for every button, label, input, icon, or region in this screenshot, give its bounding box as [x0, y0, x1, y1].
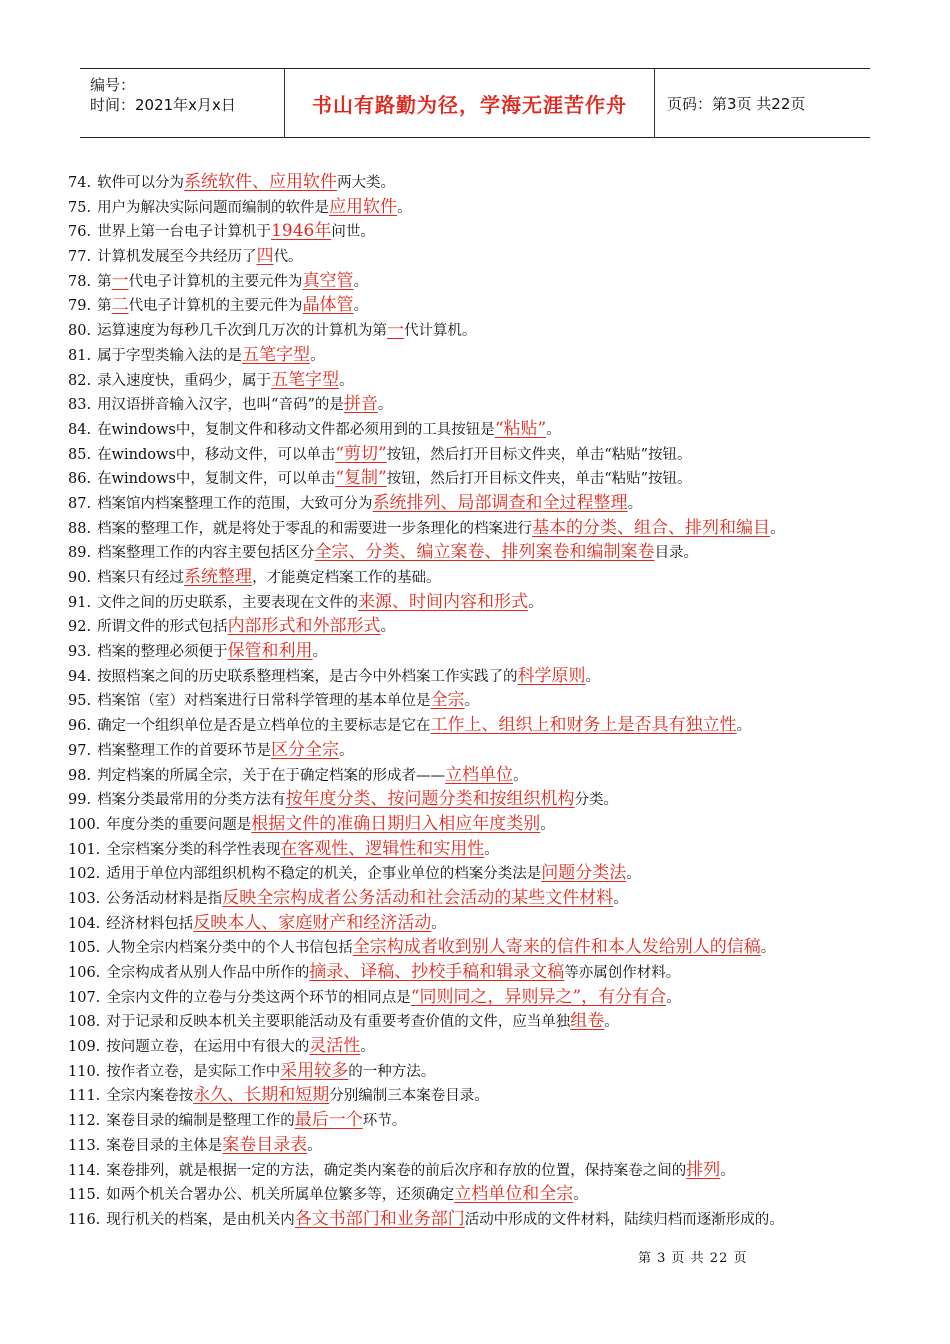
question-number: 99.: [68, 792, 92, 809]
answer-text: 来源、时间内容和形式: [358, 591, 529, 612]
question-line: [68, 244, 888, 269]
question-text: 等亦属创作材料。: [564, 965, 681, 981]
answer-text: 永久、长期和短期: [193, 1085, 330, 1106]
question-line: [68, 1009, 888, 1034]
question-line: [68, 935, 888, 960]
question-line: [68, 590, 888, 615]
question-text: 案卷目录的主体是: [106, 1137, 223, 1154]
question-text: 环节。: [362, 1113, 407, 1130]
question-line: [68, 1207, 888, 1232]
question-number: 81.: [68, 347, 92, 364]
question-text: 分别编制三本案卷目录。: [329, 1088, 489, 1105]
question-line: [68, 565, 888, 590]
question-line: [68, 787, 888, 812]
answer-text: 灵活性: [309, 1036, 361, 1057]
question-number: 89.: [68, 545, 92, 562]
question-text: 分类。: [574, 792, 619, 809]
question-number: 88.: [68, 520, 92, 537]
answer-text: 采用较多: [280, 1060, 349, 1081]
question-text: 问世。: [331, 224, 375, 241]
header-page-label: 页码：第3页 共22页: [667, 94, 806, 113]
question-text: 。: [310, 347, 325, 364]
question-text: 。: [397, 199, 412, 216]
question-number: 78.: [68, 273, 92, 290]
answer-text: 根据文件的准确日期归入相应年度类别: [251, 813, 541, 834]
question-text: 对于记录和反映本机关主要职能活动及有重要考查价值的文件，应当单独: [106, 1014, 571, 1031]
answer-text: 区分全宗: [271, 739, 340, 760]
question-number: 101.: [68, 841, 101, 858]
question-text: 全宗内文件的立卷与分类这两个环节的相同点是: [106, 989, 411, 1006]
question-text: 用汉语拼音输入汉字，也叫“音码”的是: [97, 397, 344, 414]
question-text: 。: [540, 816, 555, 833]
answer-text: 应用软件: [329, 196, 398, 217]
question-text: 第: [97, 298, 112, 315]
question-number: 77.: [68, 249, 92, 266]
question-number: 113.: [68, 1137, 101, 1154]
question-line: [68, 713, 888, 738]
question-text: ，才能奠定档案工作的基础。: [252, 570, 441, 586]
question-text: 录入速度快，重码少，属于: [97, 372, 272, 389]
answer-text: 排列: [686, 1159, 721, 1180]
question-text: 目录。: [654, 545, 699, 562]
question-text: 。: [312, 644, 328, 661]
question-line: [68, 219, 888, 244]
question-line: [68, 1108, 888, 1133]
answer-text: 保管和利用: [227, 641, 313, 662]
question-number: 83.: [68, 397, 92, 414]
question-number: 96.: [68, 718, 92, 735]
question-text: 。: [360, 1039, 375, 1056]
answer-text: 一: [387, 320, 405, 341]
answer-text: 各文书部门和业务部门: [294, 1208, 465, 1229]
question-text: 按钮，然后打开目标文件夹，单击“粘贴”按钮。: [386, 446, 692, 463]
question-text: 。: [604, 1014, 619, 1031]
question-text: 代电子计算机的主要元件为: [128, 273, 303, 290]
question-number: 91.: [68, 594, 92, 611]
question-line: [68, 1182, 888, 1207]
question-line: [68, 738, 888, 763]
question-text: 全宗构成者从别人作品中所作的: [106, 965, 310, 981]
question-text: 。: [307, 1137, 322, 1154]
question-text: 活动中形成的文件材料，陆续归档而逐渐形成的。: [464, 1211, 784, 1228]
question-text: 。: [666, 989, 681, 1006]
question-line: [68, 442, 888, 467]
question-text: 。: [585, 668, 601, 685]
question-line: [68, 639, 888, 664]
question-text: 在windows中，复制文件，可以单击: [97, 471, 336, 488]
question-text: 档案分类最常用的分类方法有: [97, 792, 286, 809]
question-number: 111.: [68, 1088, 101, 1105]
answer-text: 工作上、组织上和财务上是否具有独立性: [430, 715, 737, 736]
question-line: [68, 343, 888, 368]
question-number: 106.: [68, 965, 101, 981]
answer-text: 全宗、分类、编立案卷、排列案卷和编制案卷: [314, 542, 655, 563]
question-text: 在windows中，复制文件和移动文件都必须用到的工具按钮是: [97, 421, 495, 438]
question-line: [68, 985, 888, 1010]
page-footer: 第 3 页 共 22 页: [638, 1251, 748, 1266]
question-number: 108.: [68, 1014, 101, 1031]
question-text: 按照档案之间的历史联系整理档案，是古今中外档案工作实践了的: [97, 668, 518, 685]
answer-text: 全宗: [430, 690, 465, 711]
question-number: 97.: [68, 742, 92, 759]
question-text: 所谓文件的形式包括: [97, 619, 228, 636]
question-line: [68, 516, 888, 541]
question-text: 。: [528, 594, 543, 611]
question-text: 档案只有经过: [97, 570, 185, 586]
question-number: 84.: [68, 421, 92, 438]
question-line: [68, 368, 888, 393]
question-number: 87.: [68, 495, 92, 512]
question-list: [68, 170, 888, 1232]
question-text: 档案整理工作的首要环节是: [97, 742, 272, 759]
question-number: 95.: [68, 693, 92, 710]
question-number: 107.: [68, 989, 101, 1006]
question-text: 计算机发展至今共经历了: [97, 249, 257, 266]
answer-text: 真空管: [302, 270, 354, 291]
question-number: 94.: [68, 668, 92, 685]
question-number: 116.: [68, 1211, 101, 1228]
question-text: 确定一个组织单位是否是立档单位的主要标志是它在: [97, 718, 431, 735]
question-text: 公务活动材料是指: [106, 890, 223, 907]
question-number: 75.: [68, 199, 92, 216]
question-line: [68, 466, 888, 491]
page-header: [80, 68, 870, 138]
question-line: [68, 417, 888, 442]
question-text: 。: [720, 1162, 735, 1179]
question-text: 。: [613, 890, 628, 907]
question-line: [68, 540, 888, 565]
question-line: [68, 269, 888, 294]
question-text: 代电子计算机的主要元件为: [128, 298, 303, 315]
question-line: [68, 664, 888, 689]
answer-text: 1946年: [271, 221, 332, 242]
question-number: 115.: [68, 1187, 101, 1204]
answer-text: 二: [111, 295, 129, 316]
question-number: 100.: [68, 816, 101, 833]
answer-text: 立档单位和全宗: [454, 1184, 574, 1205]
question-text: 世界上第一台电子计算机于: [97, 224, 272, 241]
answer-text: 系统排列、局部调查和全过程整理: [372, 492, 628, 513]
answer-text: 系统整理: [184, 567, 253, 587]
question-text: 经济材料包括: [106, 915, 194, 932]
doc-code-label: 编号：: [90, 76, 136, 94]
question-line: [68, 195, 888, 220]
doc-time-label: 时间：2021年x月x日: [90, 96, 236, 114]
question-line: [68, 1059, 888, 1084]
question-text: 。: [380, 619, 396, 636]
answer-text: 科学原则: [517, 665, 586, 686]
answer-text: 问题分类法: [541, 863, 627, 884]
question-text: 全宗内案卷按: [106, 1088, 194, 1105]
answer-text: 摘录、译稿、抄校手稿和辑录文稿: [309, 962, 565, 982]
answer-text: 立档单位: [445, 764, 514, 785]
answer-text: 最后一个: [294, 1110, 363, 1131]
question-text: 按作者立卷，是实际工作中: [106, 1063, 281, 1080]
question-text: 。: [339, 372, 354, 389]
question-number: 103.: [68, 890, 101, 907]
question-text: 。: [736, 718, 752, 735]
question-text: 代计算机。: [404, 323, 477, 340]
question-text: 案卷目录的编制是整理工作的: [106, 1113, 295, 1130]
answer-text: 一: [111, 270, 129, 291]
answer-text: 在客观性、逻辑性和实用性: [280, 838, 485, 859]
question-text: 。: [513, 767, 528, 784]
question-text: 。: [760, 940, 776, 957]
question-text: 在windows中，移动文件，可以单击: [97, 446, 336, 463]
question-text: 档案馆（室）对档案进行日常科学管理的基本单位是: [97, 693, 431, 710]
answer-text: 基本的分类、组合、排列和编目: [532, 517, 771, 538]
question-text: 。: [573, 1187, 588, 1204]
question-line: [68, 688, 888, 713]
question-text: 用户为解决实际问题而编制的软件是: [97, 199, 330, 216]
answer-text: 反映本人、家庭财产和经济活动: [193, 912, 432, 933]
question-text: 两大类。: [337, 175, 396, 191]
question-number: 74.: [68, 175, 92, 191]
question-line: [68, 960, 888, 985]
question-text: 的一种方法。: [348, 1063, 436, 1080]
question-text: 。: [353, 298, 369, 315]
question-text: 案卷排列，就是根据一定的方法，确定类内案卷的前后次序和存放的位置，保持案卷之间的: [106, 1162, 687, 1179]
question-number: 90.: [68, 570, 92, 586]
answer-text: 五笔字型: [242, 344, 311, 365]
question-text: 全宗档案分类的科学性表现: [106, 841, 281, 858]
question-line: [68, 812, 888, 837]
question-text: 档案整理工作的内容主要包括区分: [97, 545, 315, 562]
question-number: 86.: [68, 471, 92, 488]
question-number: 102.: [68, 866, 101, 883]
question-line: [68, 318, 888, 343]
question-text: 年度分类的重要问题是: [106, 816, 252, 833]
question-line: [68, 886, 888, 911]
question-line: [68, 763, 888, 788]
question-text: 。: [464, 693, 480, 710]
answer-text: “剪切”: [335, 443, 387, 464]
question-text: 第: [97, 273, 112, 290]
question-text: 档案馆内档案整理工作的范围，大致可分为: [97, 495, 373, 512]
question-text: 按问题立卷，在运用中有很大的: [106, 1039, 310, 1056]
header-left-cell: [80, 69, 285, 137]
question-text: 。: [546, 421, 561, 438]
question-number: 114.: [68, 1162, 101, 1179]
answer-text: “复制”: [335, 468, 387, 489]
question-line: [68, 1158, 888, 1183]
question-line: [68, 614, 888, 639]
answer-text: “粘贴”: [494, 418, 547, 439]
question-number: 98.: [68, 767, 92, 784]
question-line: [68, 911, 888, 936]
question-text: 按钮，然后打开目标文件夹，单击“粘贴”按钮。: [386, 471, 692, 488]
question-line: [68, 1133, 888, 1158]
question-text: 判定档案的所属全宗，关于在于确定档案的形成者——: [97, 767, 446, 784]
answer-text: 案卷目录表: [222, 1134, 308, 1155]
answer-text: 拼音: [343, 394, 378, 415]
question-text: 。: [377, 397, 393, 414]
question-number: 93.: [68, 644, 92, 661]
question-number: 109.: [68, 1039, 101, 1056]
question-text: 。: [484, 841, 499, 858]
question-line: [68, 392, 888, 417]
question-number: 92.: [68, 619, 92, 636]
answer-text: 按年度分类、按问题分类和按组织机构: [285, 789, 575, 810]
question-number: 76.: [68, 224, 92, 241]
question-number: 112.: [68, 1113, 101, 1130]
question-text: 档案的整理工作，就是将处于零乱的和需要进一步条理化的档案进行: [97, 520, 533, 537]
answer-text: 反映全宗构成者公务活动和社会活动的某些文件材料: [222, 887, 614, 908]
question-text: 运算速度为每秒几千次到几万次的计算机为第: [97, 323, 388, 340]
question-text: 如两个机关合署办公、机关所属单位繁多等，还须确定: [106, 1187, 455, 1204]
question-text: 。: [627, 495, 643, 512]
answer-text: “同则同之，异则异之”，有分有合: [410, 986, 667, 1007]
question-text: 适用于单位内部组织机构不稳定的机关，企事业单位的档案分类法是: [106, 866, 542, 883]
question-number: 80.: [68, 323, 92, 340]
question-line: [68, 491, 888, 516]
answer-text: 系统软件、应用软件: [184, 172, 338, 192]
question-number: 82.: [68, 372, 92, 389]
question-text: 。: [339, 742, 354, 759]
question-number: 105.: [68, 940, 101, 957]
question-text: 。: [770, 520, 785, 537]
answer-text: 五笔字型: [271, 369, 340, 390]
answer-text: 晶体管: [302, 295, 354, 316]
question-number: 110.: [68, 1063, 101, 1080]
question-text: 属于字型类输入法的是: [97, 347, 243, 364]
question-text: 。: [353, 273, 369, 290]
answer-text: 四: [256, 246, 274, 267]
answer-text: 全宗构成者收到别人寄来的信件和本人发给别人的信稿: [352, 937, 761, 958]
question-text: 档案的整理必须便于: [97, 644, 228, 661]
answer-text: 内部形式和外部形式: [227, 616, 381, 637]
question-number: 104.: [68, 915, 101, 932]
question-number: 85.: [68, 446, 92, 463]
question-text: 软件可以分为: [97, 175, 185, 191]
question-text: 文件之间的历史联系，主要表现在文件的: [97, 594, 359, 611]
question-line: [68, 837, 888, 862]
question-line: [68, 170, 888, 195]
answer-text: 组卷: [570, 1011, 605, 1032]
question-line: [68, 1034, 888, 1059]
question-line: [68, 861, 888, 886]
question-line: [68, 293, 888, 318]
question-text: 。: [431, 915, 446, 932]
question-text: 人物全宗内档案分类中的个人书信包括: [106, 940, 353, 957]
question-text: 代。: [273, 249, 303, 266]
question-text: 。: [626, 866, 641, 883]
header-motto: 书山有路勤为径，学海无涯苦作舟: [285, 69, 655, 137]
question-line: [68, 1083, 888, 1108]
question-number: 79.: [68, 298, 92, 315]
question-text: 现行机关的档案，是由机关内: [106, 1211, 295, 1228]
